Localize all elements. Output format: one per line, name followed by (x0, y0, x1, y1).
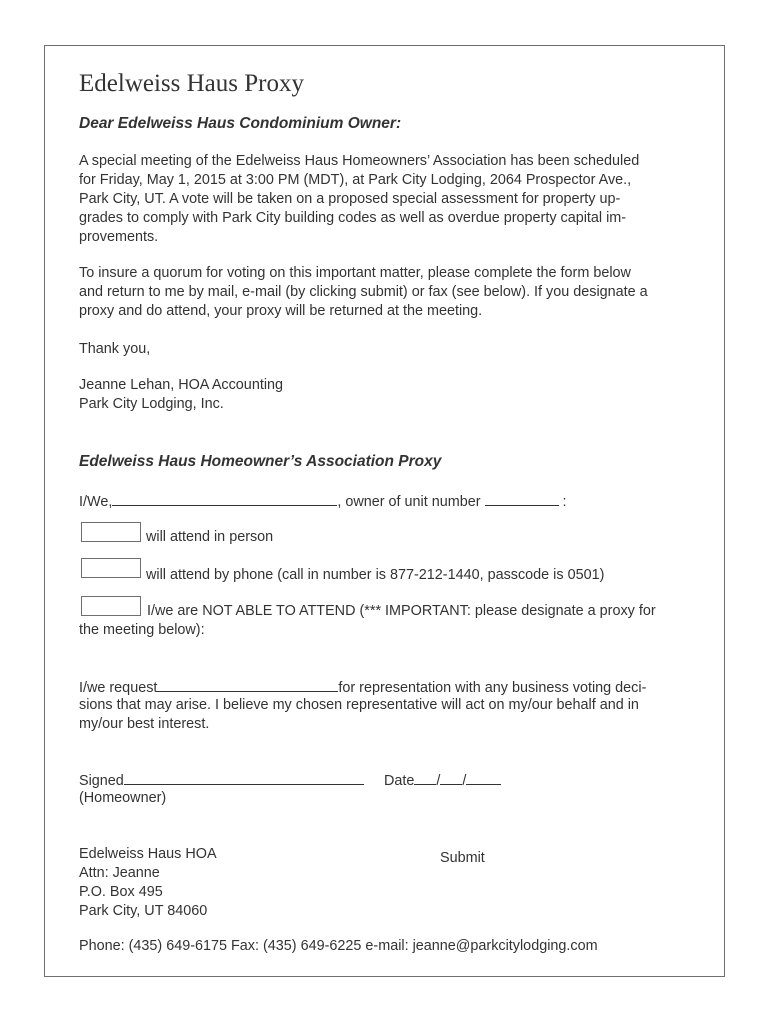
attend-by-phone-label: will attend by phone (call in number is 877-212-1440, passcode is 0501) (146, 567, 605, 583)
quorum-line: proxy and do attend, your proxy will be returned at the meeting. (79, 303, 483, 319)
attend-by-phone-checkbox[interactable] (81, 558, 141, 578)
not-attending-label: I/we are NOT ABLE TO ATTEND (*** IMPORTANT: please designate a proxy for (147, 603, 656, 619)
proxy-form-heading: Edelweiss Haus Homeowner’s Association Proxy (79, 453, 442, 470)
intro-line: for Friday, May 1, 2015 at 3:00 PM (MDT), at Park City Lodging, 2064 Prospector Ave., (79, 172, 632, 188)
contact-info: Phone: (435) 649-6175 Fax: (435) 649-6225 e-mail: jeanne@parkcitylodging.com (79, 938, 598, 954)
request-label: I/we request (79, 680, 158, 696)
unit-label: , owner of unit number (337, 494, 481, 510)
homeowner-label: (Homeowner) (79, 790, 167, 806)
date-line (384, 770, 501, 791)
quorum-line: and return to me by mail, e-mail (by clicking submit) or fax (see below). If you designate a (79, 284, 648, 300)
intro-line: grades to comply with Park City building codes as well as overdue property capital im- (79, 210, 627, 226)
signed-label: Signed (79, 773, 124, 789)
attend-in-person-checkbox[interactable] (81, 522, 141, 542)
unit-colon: : (562, 494, 567, 510)
document-title: Edelweiss Haus Proxy (79, 70, 304, 97)
sender-name: Jeanne Lehan, HOA Accounting (79, 377, 284, 393)
quorum-line: To insure a quorum for voting on this important matter, please complete the form below (79, 265, 631, 281)
address-line: Attn: Jeanne (79, 865, 160, 881)
date-separator: / (436, 773, 441, 789)
intro-line: provements. (79, 229, 159, 245)
proxy-request-line (79, 677, 646, 698)
mailing-address (79, 845, 217, 921)
submit-button[interactable]: Submit (440, 850, 485, 866)
signature-field[interactable] (124, 770, 364, 785)
not-attending-checkbox[interactable] (81, 596, 141, 616)
quorum-paragraph (79, 264, 648, 321)
date-month-field[interactable] (414, 770, 436, 785)
date-year-field[interactable] (466, 770, 501, 785)
signature-line (79, 770, 364, 791)
intro-line: A special meeting of the Edelweiss Haus Homeowners’ Association has been scheduled (79, 153, 640, 169)
thanks-text: Thank you, (79, 341, 151, 357)
not-attending-label-continued: the meeting below): (79, 622, 205, 638)
sender-company: Park City Lodging, Inc. (79, 396, 224, 412)
proxy-name-field[interactable] (157, 677, 338, 692)
owner-name-field[interactable] (112, 491, 337, 506)
address-line: P.O. Box 495 (79, 884, 163, 900)
sender-block (79, 376, 283, 414)
attend-in-person-label: will attend in person (146, 529, 274, 545)
date-separator: / (462, 773, 467, 789)
date-day-field[interactable] (440, 770, 462, 785)
request-suffix: for representation with any business voting deci- (338, 680, 647, 696)
intro-paragraph (79, 152, 639, 247)
address-line: Park City, UT 84060 (79, 903, 208, 919)
intro-line: Park City, UT. A vote will be taken on a proposed special assessment for property up- (79, 191, 621, 207)
address-line: Edelweiss Haus HOA (79, 846, 217, 862)
greeting-heading: Dear Edelweiss Haus Condominium Owner: (79, 115, 402, 132)
unit-number-field[interactable] (485, 491, 559, 506)
owner-line (79, 491, 567, 512)
request-line-3: my/our best interest. (79, 716, 210, 732)
request-line-2: sions that may arise. I believe my chosen representative will act on my/our behalf and in (79, 697, 639, 713)
iwe-label: I/We, (79, 494, 113, 510)
date-label: Date (384, 773, 415, 789)
